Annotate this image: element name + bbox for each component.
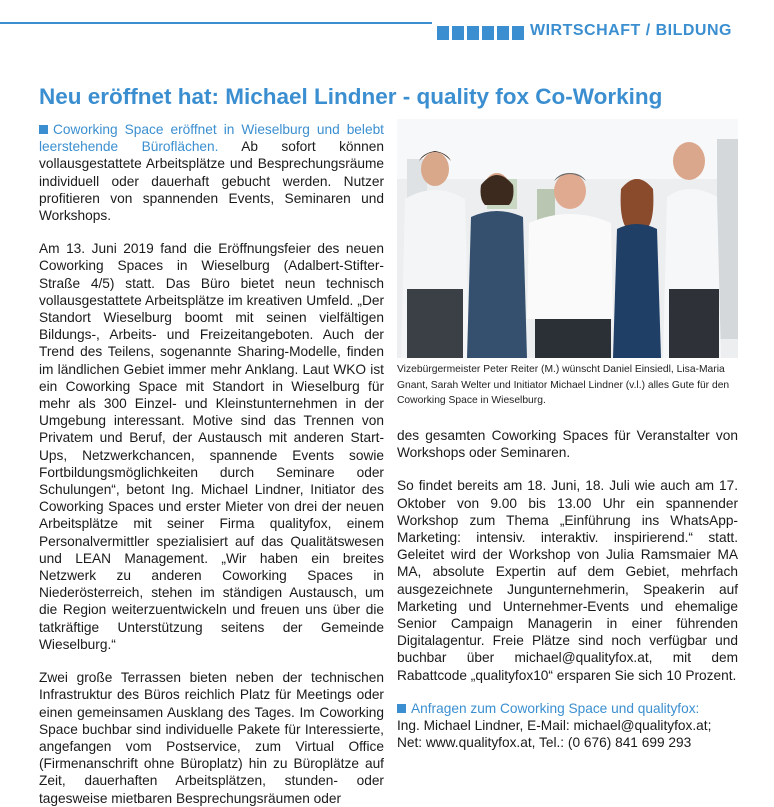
body-paragraph: Am 13. Juni 2019 fand die Eröffnungsfeier des neuen Coworking Spaces in Wieselburg (Adalbert-Stifter-Straße 4/5) statt. Das Büro bietet neun technisch vollausgestattete Arbeitsplätze im kreativen Umfeld. „Der Standort Wieselburg boomt mit seinen vielfältigen Bildungs-, Arbeits- und Freizeitangeboten. Auch der Trend des Teilens, sogenannte Sharing-Modelle, finden im ländlichen Gebiet immer mehr Anklang. Laut WKO ist ein Coworking Space mit Standort in Wieselburg für mehr als 300 Einzel- und Kleinstunternehmen in der Umgebung interessant. Motive sind das Trennen von Privatem und Beruf, der Austausch mit anderen Start-Ups, Netzwerkchancen, spannende Events sowie Fortbildungsmöglichkeiten durch Seminare oder Schulungen“, betont Ing. Michael Lindner, Initiator des Coworking Spaces und erster Mieter von drei der neuen Arbeitsplätze mit seiner Firma qualityfox, einem Personalvermittler spezialisiert auf das Qualitätswesen und LEAN Management. „Wir haben ein breites Netzwerk zu anderen Coworking Spaces in Niederösterreich, stehen im ständigen Austausch, um die Region weiterzuentwickeln und freuen uns über die tatkräftige Unterstützung seitens der Gemeinde Wieselburg.“ <box>39 241 384 652</box>
contact-line: Net: www.qualityfox.at, Tel.: (0 676) 841 699 293 <box>397 735 692 751</box>
header-rule <box>0 22 432 24</box>
left-column <box>39 121 384 807</box>
header-square <box>467 26 479 40</box>
lead-text: Ab sofort können vollausgestattete Arbeitsplätze und Besprechungsräume individuell oder dauerhaft gebucht werden. Nutzer profitieren von spannenden Events, Seminaren und Workshops. <box>39 139 384 224</box>
header-square <box>437 26 449 40</box>
header-squares <box>437 26 524 40</box>
right-column <box>397 427 738 751</box>
header-square <box>497 26 509 40</box>
lead-paragraph <box>39 121 384 224</box>
contact-line: Ing. Michael Lindner, E-Mail: michael@qualityfox.at; <box>397 718 712 734</box>
lead-highlight: Coworking Space eröffnet in Wieselburg und belebt leerstehende Büroflächen. <box>39 122 384 155</box>
body-paragraph: des gesamten Coworking Spaces für Veranstalter von Workshops oder Seminaren. <box>397 428 738 461</box>
header-square <box>512 26 524 40</box>
header-square <box>452 26 464 40</box>
body-paragraph: Zwei große Terrassen bieten neben der technischen Infrastruktur des Büros reichlich Platz für Meetings oder einen gemeinsamen Ausklang des Tages. Im Coworking Space buchbar sind individuelle Pakete für Interessierte, angefangen vom Postservice, zum Virtual Office (Firmenanschrift ohne Büroplatz) hin zu Büroplätze auf Zeit, dauerhaften Arbeitsplätzen, stunden- oder tagesweise mietbaren Besprechungsräumen oder <box>39 670 384 806</box>
bullet-square-icon <box>39 125 48 134</box>
photo-caption: Vizebürgermeister Peter Reiter (M.) wünscht Daniel Einsiedl, Lisa-Maria Gnant, Sarah Welter und Initiator Michael Lindner (v.l.) alles Gute für den Coworking Space in Wieselburg. <box>397 364 730 407</box>
contact-heading: Anfragen zum Coworking Space und qualityfox: <box>411 700 700 716</box>
section-header <box>0 22 774 44</box>
header-square <box>482 26 494 40</box>
group-photo <box>397 119 738 358</box>
bullet-square-icon <box>397 704 406 713</box>
section-title: WIRTSCHAFT / BILDUNG <box>530 22 732 39</box>
article-headline: Neu eröffnet hat: Michael Lindner - quality fox Co-Working <box>39 84 663 109</box>
body-paragraph: So findet bereits am 18. Juni, 18. Juli wie auch am 17. Oktober von 9.00 bis 13.00 Uhr ein spannender Workshop zum Thema „Einführung ins WhatsApp-Marketing: intensiv. interaktiv. inspirierend.“ statt. Geleitet wird der Workshop von Julia Ramsmaier MA MA, absolute Expertin auf dem Gebiet, mehrfach ausgezeichnete Jungunternehmerin, Speakerin auf Marketing und Unternehmer-Events und ehemalige Senior Campaign Managerin in einer führenden Digitalagentur. Freie Plätze sind noch verfügbar und buchbar über michael@qualityfox.at, mit dem Rabattcode „qualityfox10“ ersparen Sie sich 10 Prozent. <box>397 478 738 683</box>
article-photo <box>397 119 738 358</box>
contact-info <box>397 700 738 752</box>
